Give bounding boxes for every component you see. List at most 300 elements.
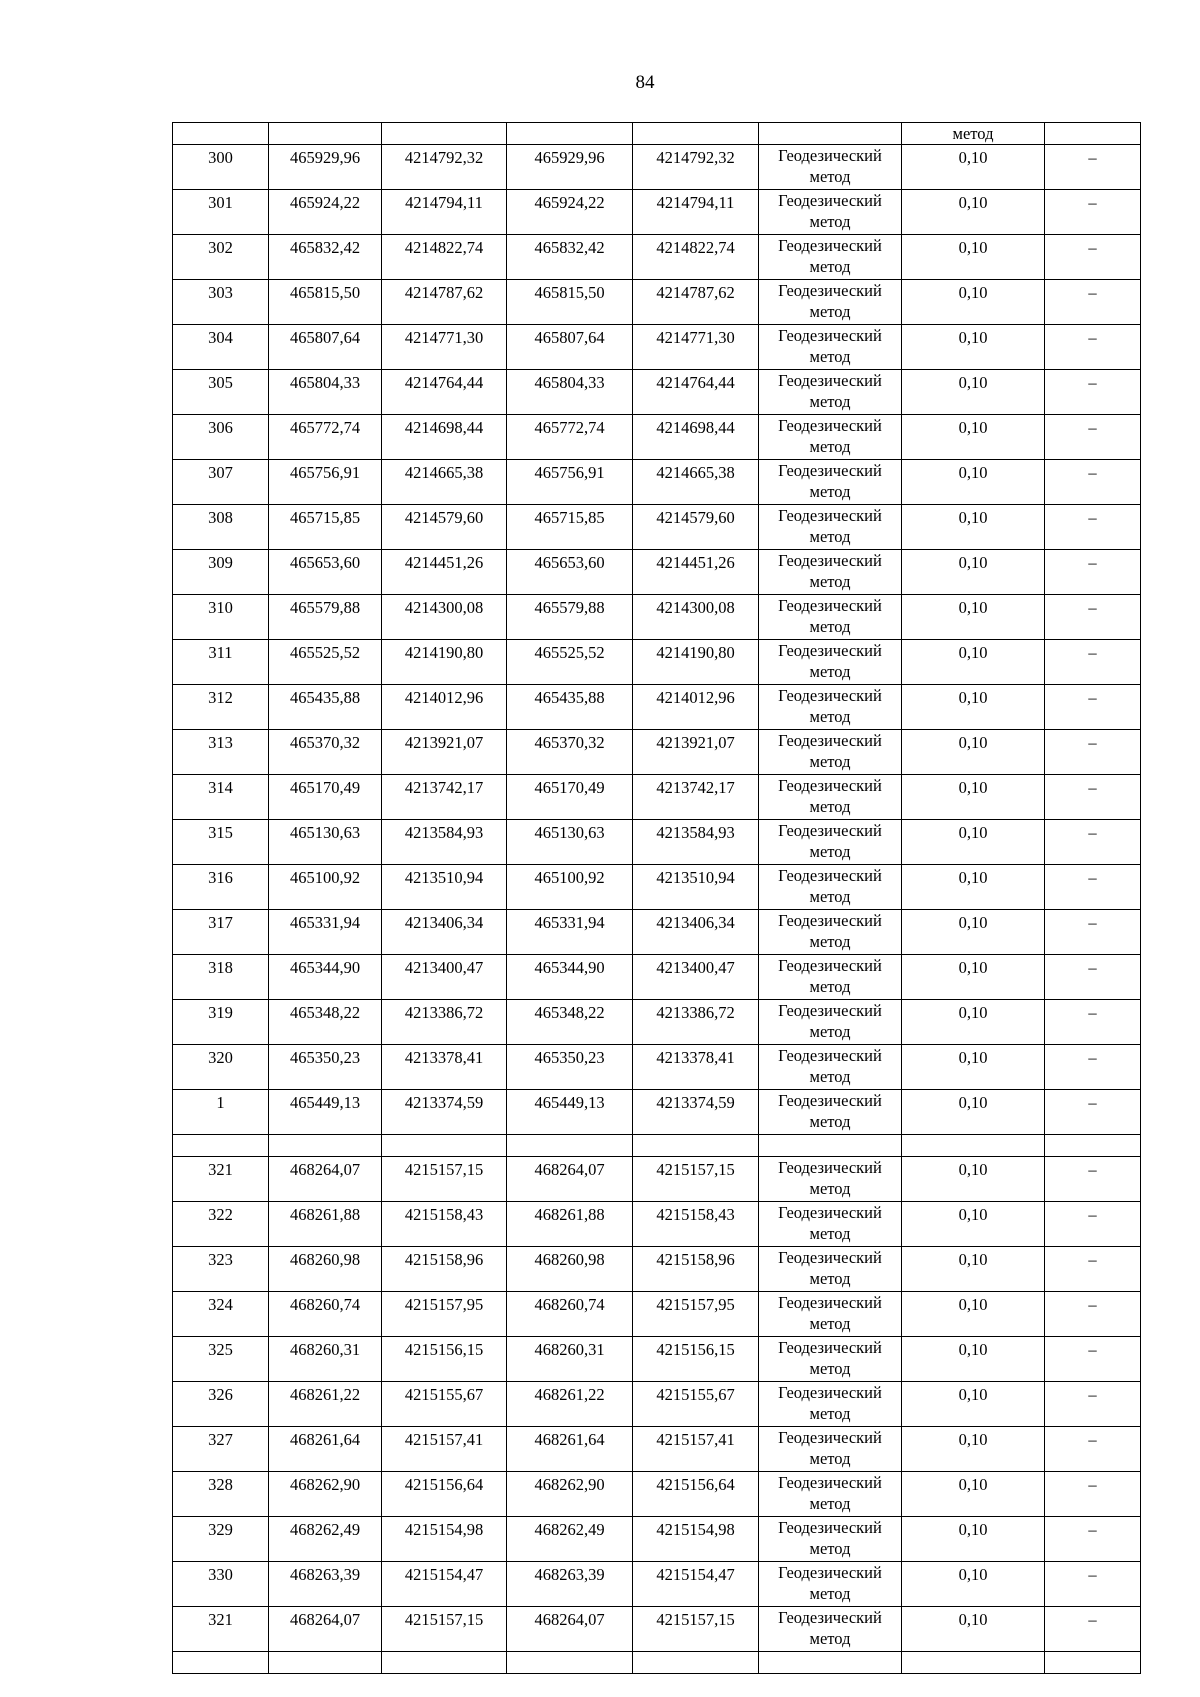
y-existing-cell: 4213921,07 xyxy=(382,730,507,775)
accuracy-cell: 0,10 xyxy=(902,1247,1045,1292)
table-row xyxy=(173,1247,1141,1292)
x-existing-cell: 465525,52 xyxy=(269,640,382,685)
method-line-1: Геодезический xyxy=(778,686,882,705)
point-number-cell: 318 xyxy=(173,955,269,1000)
y-refined-cell: 4215158,43 xyxy=(633,1202,759,1247)
accuracy-cell: 0,10 xyxy=(902,910,1045,955)
method-line-2: метод xyxy=(809,707,851,726)
x-refined-cell: 465924,22 xyxy=(507,190,633,235)
y-existing-cell: 4215156,15 xyxy=(382,1337,507,1382)
x-refined-cell: 465100,92 xyxy=(507,865,633,910)
accuracy-cell: 0,10 xyxy=(902,595,1045,640)
method-cell xyxy=(759,1247,902,1292)
y-existing-cell: 4214792,32 xyxy=(382,145,507,190)
method-line-2: метод xyxy=(809,1494,851,1513)
y-refined-cell: 4214300,08 xyxy=(633,595,759,640)
y-existing-cell: 4213742,17 xyxy=(382,775,507,820)
x-existing-cell: 465804,33 xyxy=(269,370,382,415)
method-line-2: метод xyxy=(809,1269,851,1288)
table-row xyxy=(173,1562,1141,1607)
point-number-cell: 321 xyxy=(173,1607,269,1652)
note-cell: – xyxy=(1045,1472,1141,1517)
method-line-1: Геодезический xyxy=(778,506,882,525)
method-line-2: метод xyxy=(809,1584,851,1603)
accuracy-cell: 0,10 xyxy=(902,640,1045,685)
y-refined-cell: 4214579,60 xyxy=(633,505,759,550)
method-line-1: Геодезический xyxy=(778,776,882,795)
accuracy-cell: 0,10 xyxy=(902,865,1045,910)
note-cell: – xyxy=(1045,865,1141,910)
y-existing-cell: 4215154,98 xyxy=(382,1517,507,1562)
y-existing-cell: 4213400,47 xyxy=(382,955,507,1000)
method-cell xyxy=(759,730,902,775)
note-cell: – xyxy=(1045,1517,1141,1562)
method-cell xyxy=(759,595,902,640)
note-cell: – xyxy=(1045,955,1141,1000)
y-refined-cell: 4214698,44 xyxy=(633,415,759,460)
method-cell xyxy=(759,1202,902,1247)
y-existing-cell: 4214698,44 xyxy=(382,415,507,460)
y-existing-cell: 4215157,41 xyxy=(382,1427,507,1472)
method-cell xyxy=(759,190,902,235)
method-line-1: Геодезический xyxy=(778,1248,882,1267)
y-existing-cell: 4214665,38 xyxy=(382,460,507,505)
y-existing-cell: 4215154,47 xyxy=(382,1562,507,1607)
point-number-cell: 303 xyxy=(173,280,269,325)
x-refined-cell: 468264,07 xyxy=(507,1157,633,1202)
point-number-cell: 319 xyxy=(173,1000,269,1045)
x-existing-cell: 468262,90 xyxy=(269,1472,382,1517)
method-cell xyxy=(759,550,902,595)
method-cell xyxy=(759,640,902,685)
x-existing-cell: 468261,22 xyxy=(269,1382,382,1427)
x-refined-cell: 468262,90 xyxy=(507,1472,633,1517)
empty-cell xyxy=(633,1135,759,1157)
table-row xyxy=(173,775,1141,820)
accuracy-cell: 0,10 xyxy=(902,505,1045,550)
method-line-2: метод xyxy=(809,887,851,906)
table-row xyxy=(173,415,1141,460)
x-refined-cell: 465832,42 xyxy=(507,235,633,280)
method-cell xyxy=(759,865,902,910)
method-cell xyxy=(759,1427,902,1472)
accuracy-cell: 0,10 xyxy=(902,1090,1045,1135)
method-line-1: Геодезический xyxy=(778,1473,882,1492)
method-line-1: Геодезический xyxy=(778,1158,882,1177)
table-cell xyxy=(269,123,382,145)
x-existing-cell: 465832,42 xyxy=(269,235,382,280)
point-number-cell: 314 xyxy=(173,775,269,820)
x-refined-cell: 465449,13 xyxy=(507,1090,633,1135)
point-number-cell: 305 xyxy=(173,370,269,415)
table-row xyxy=(173,145,1141,190)
y-existing-cell: 4215156,64 xyxy=(382,1472,507,1517)
method-line-2: метод xyxy=(809,977,851,996)
method-cell xyxy=(759,1562,902,1607)
point-number-cell: 307 xyxy=(173,460,269,505)
empty-cell xyxy=(633,1652,759,1674)
empty-cell xyxy=(382,1652,507,1674)
method-line-2: метод xyxy=(809,752,851,771)
empty-cell xyxy=(507,1135,633,1157)
x-refined-cell: 465525,52 xyxy=(507,640,633,685)
method-line-2: метод xyxy=(809,1449,851,1468)
method-line-2: метод xyxy=(809,1179,851,1198)
method-cell xyxy=(759,1472,902,1517)
x-refined-cell: 468261,22 xyxy=(507,1382,633,1427)
point-number-cell: 330 xyxy=(173,1562,269,1607)
x-refined-cell: 465807,64 xyxy=(507,325,633,370)
accuracy-cell: 0,10 xyxy=(902,1427,1045,1472)
coordinates-table-body xyxy=(173,123,1141,1674)
method-cell xyxy=(759,1517,902,1562)
table-row xyxy=(173,1045,1141,1090)
point-number-cell: 322 xyxy=(173,1202,269,1247)
table-row xyxy=(173,1517,1141,1562)
method-line-1: Геодезический xyxy=(778,1518,882,1537)
x-refined-cell: 468261,88 xyxy=(507,1202,633,1247)
method-cell xyxy=(759,1045,902,1090)
y-existing-cell: 4214012,96 xyxy=(382,685,507,730)
empty-cell xyxy=(269,1135,382,1157)
accuracy-cell: 0,10 xyxy=(902,550,1045,595)
x-existing-cell: 465449,13 xyxy=(269,1090,382,1135)
method-line-1: Геодезический xyxy=(778,1608,882,1627)
continuation-row xyxy=(173,123,1141,145)
y-refined-cell: 4213386,72 xyxy=(633,1000,759,1045)
method-line-2: метод xyxy=(809,1112,851,1131)
note-cell: – xyxy=(1045,145,1141,190)
point-number-cell: 326 xyxy=(173,1382,269,1427)
y-existing-cell: 4214451,26 xyxy=(382,550,507,595)
method-line-2: метод xyxy=(809,437,851,456)
note-cell: – xyxy=(1045,820,1141,865)
table-cell xyxy=(382,123,507,145)
y-existing-cell: 4213378,41 xyxy=(382,1045,507,1090)
y-refined-cell: 4213378,41 xyxy=(633,1045,759,1090)
point-number-cell: 300 xyxy=(173,145,269,190)
table-row xyxy=(173,685,1141,730)
method-cell xyxy=(759,370,902,415)
note-cell: – xyxy=(1045,730,1141,775)
x-refined-cell: 465344,90 xyxy=(507,955,633,1000)
point-number-cell: 309 xyxy=(173,550,269,595)
x-refined-cell: 468264,07 xyxy=(507,1607,633,1652)
point-number-cell: 324 xyxy=(173,1292,269,1337)
note-cell: – xyxy=(1045,640,1141,685)
x-existing-cell: 468260,98 xyxy=(269,1247,382,1292)
method-line-1: Геодезический xyxy=(778,1091,882,1110)
method-cell xyxy=(759,325,902,370)
method-line-2: метод xyxy=(809,167,851,186)
method-line-2: метод xyxy=(809,1022,851,1041)
method-line-1: Геодезический xyxy=(778,911,882,930)
y-refined-cell: 4215155,67 xyxy=(633,1382,759,1427)
method-cell xyxy=(759,505,902,550)
table-row xyxy=(173,1427,1141,1472)
table-row xyxy=(173,595,1141,640)
table-row xyxy=(173,190,1141,235)
method-line-2: метод xyxy=(809,212,851,231)
method-cell xyxy=(759,145,902,190)
x-existing-cell: 468262,49 xyxy=(269,1517,382,1562)
method-cell xyxy=(759,280,902,325)
accuracy-cell: 0,10 xyxy=(902,370,1045,415)
method-cell xyxy=(759,820,902,865)
method-line-2: метод xyxy=(809,617,851,636)
method-line-2: метод xyxy=(809,1224,851,1243)
y-existing-cell: 4215157,15 xyxy=(382,1607,507,1652)
method-line-2: метод xyxy=(809,842,851,861)
table-row xyxy=(173,1157,1141,1202)
method-line-1: Геодезический xyxy=(778,1293,882,1312)
accuracy-cell: 0,10 xyxy=(902,325,1045,370)
note-cell: – xyxy=(1045,325,1141,370)
y-refined-cell: 4215157,15 xyxy=(633,1157,759,1202)
method-line-2: метод xyxy=(809,1629,851,1648)
x-existing-cell: 465370,32 xyxy=(269,730,382,775)
empty-cell xyxy=(507,1652,633,1674)
x-refined-cell: 465130,63 xyxy=(507,820,633,865)
y-existing-cell: 4214300,08 xyxy=(382,595,507,640)
method-line-2: метод xyxy=(809,797,851,816)
method-cell xyxy=(759,955,902,1000)
x-refined-cell: 465579,88 xyxy=(507,595,633,640)
table-row xyxy=(173,1202,1141,1247)
table-row xyxy=(173,460,1141,505)
x-existing-cell: 465130,63 xyxy=(269,820,382,865)
x-existing-cell: 465756,91 xyxy=(269,460,382,505)
y-refined-cell: 4214012,96 xyxy=(633,685,759,730)
table-row xyxy=(173,640,1141,685)
method-line-1: Геодезический xyxy=(778,1338,882,1357)
table-row xyxy=(173,820,1141,865)
y-refined-cell: 4214822,74 xyxy=(633,235,759,280)
accuracy-cell: 0,10 xyxy=(902,1607,1045,1652)
note-cell: – xyxy=(1045,190,1141,235)
x-refined-cell: 465772,74 xyxy=(507,415,633,460)
method-line-1: Геодезический xyxy=(778,731,882,750)
note-cell: – xyxy=(1045,1382,1141,1427)
empty-cell xyxy=(759,1135,902,1157)
note-cell: – xyxy=(1045,1247,1141,1292)
x-refined-cell: 465756,91 xyxy=(507,460,633,505)
point-number-cell: 304 xyxy=(173,325,269,370)
x-refined-cell: 465435,88 xyxy=(507,685,633,730)
method-line-1: Геодезический xyxy=(778,1001,882,1020)
table-cell xyxy=(507,123,633,145)
coordinates-table xyxy=(172,122,1141,1674)
y-existing-cell: 4213510,94 xyxy=(382,865,507,910)
empty-cell xyxy=(173,1135,269,1157)
page-number: 84 xyxy=(635,72,655,93)
table-row xyxy=(173,505,1141,550)
y-existing-cell: 4215158,43 xyxy=(382,1202,507,1247)
note-cell: – xyxy=(1045,280,1141,325)
accuracy-cell: 0,10 xyxy=(902,685,1045,730)
x-refined-cell: 465653,60 xyxy=(507,550,633,595)
method-line-2: метод xyxy=(809,572,851,591)
accuracy-cell: 0,10 xyxy=(902,1337,1045,1382)
note-cell: – xyxy=(1045,775,1141,820)
empty-cell xyxy=(1045,1135,1141,1157)
table-row xyxy=(173,1607,1141,1652)
accuracy-cell: 0,10 xyxy=(902,145,1045,190)
y-existing-cell: 4214794,11 xyxy=(382,190,507,235)
point-number-cell: 308 xyxy=(173,505,269,550)
point-number-cell: 313 xyxy=(173,730,269,775)
y-existing-cell: 4213386,72 xyxy=(382,1000,507,1045)
x-existing-cell: 465348,22 xyxy=(269,1000,382,1045)
method-line-1: Геодезический xyxy=(778,146,882,165)
accuracy-cell: 0,10 xyxy=(902,460,1045,505)
y-refined-cell: 4213921,07 xyxy=(633,730,759,775)
x-existing-cell: 465435,88 xyxy=(269,685,382,730)
method-line-1: Геодезический xyxy=(778,191,882,210)
y-refined-cell: 4215154,98 xyxy=(633,1517,759,1562)
table-row xyxy=(173,325,1141,370)
x-existing-cell: 465100,92 xyxy=(269,865,382,910)
y-refined-cell: 4213510,94 xyxy=(633,865,759,910)
method-line-1: Геодезический xyxy=(778,461,882,480)
y-refined-cell: 4214451,26 xyxy=(633,550,759,595)
table-cell xyxy=(1045,123,1141,145)
x-refined-cell: 465715,85 xyxy=(507,505,633,550)
table-row xyxy=(173,955,1141,1000)
point-number-cell: 1 xyxy=(173,1090,269,1135)
table-row xyxy=(173,280,1141,325)
y-refined-cell: 4215157,15 xyxy=(633,1607,759,1652)
table-row xyxy=(173,235,1141,280)
table-row xyxy=(173,370,1141,415)
point-number-cell: 325 xyxy=(173,1337,269,1382)
method-line-1: Геодезический xyxy=(778,596,882,615)
x-existing-cell: 465715,85 xyxy=(269,505,382,550)
method-cell xyxy=(759,1292,902,1337)
y-existing-cell: 4214579,60 xyxy=(382,505,507,550)
point-number-cell: 321 xyxy=(173,1157,269,1202)
y-refined-cell: 4215156,64 xyxy=(633,1472,759,1517)
point-number-cell: 315 xyxy=(173,820,269,865)
note-cell: – xyxy=(1045,1337,1141,1382)
x-existing-cell: 468264,07 xyxy=(269,1157,382,1202)
note-cell: – xyxy=(1045,460,1141,505)
y-existing-cell: 4214190,80 xyxy=(382,640,507,685)
y-existing-cell: 4215157,95 xyxy=(382,1292,507,1337)
table-cell xyxy=(633,123,759,145)
x-refined-cell: 465370,32 xyxy=(507,730,633,775)
method-cell xyxy=(759,685,902,730)
empty-cell xyxy=(173,1652,269,1674)
accuracy-cell: 0,10 xyxy=(902,1292,1045,1337)
accuracy-cell: 0,10 xyxy=(902,820,1045,865)
accuracy-cell: 0,10 xyxy=(902,235,1045,280)
table-row xyxy=(173,1000,1141,1045)
accuracy-cell: 0,10 xyxy=(902,955,1045,1000)
method-line-2: метод xyxy=(809,1539,851,1558)
empty-separator-row xyxy=(173,1652,1141,1674)
y-existing-cell: 4213374,59 xyxy=(382,1090,507,1135)
point-number-cell: 328 xyxy=(173,1472,269,1517)
x-existing-cell: 465170,49 xyxy=(269,775,382,820)
accuracy-cell: 0,10 xyxy=(902,1202,1045,1247)
x-existing-cell: 465579,88 xyxy=(269,595,382,640)
empty-cell xyxy=(902,1652,1045,1674)
note-cell: – xyxy=(1045,1000,1141,1045)
method-line-1: Геодезический xyxy=(778,551,882,570)
empty-cell xyxy=(902,1135,1045,1157)
note-cell: – xyxy=(1045,685,1141,730)
method-line-1: Геодезический xyxy=(778,416,882,435)
y-refined-cell: 4214190,80 xyxy=(633,640,759,685)
y-refined-cell: 4215158,96 xyxy=(633,1247,759,1292)
x-existing-cell: 465331,94 xyxy=(269,910,382,955)
y-existing-cell: 4215155,67 xyxy=(382,1382,507,1427)
empty-cell xyxy=(759,1652,902,1674)
x-existing-cell: 465924,22 xyxy=(269,190,382,235)
note-cell: – xyxy=(1045,1090,1141,1135)
y-existing-cell: 4214787,62 xyxy=(382,280,507,325)
empty-separator-row xyxy=(173,1135,1141,1157)
table-row xyxy=(173,1090,1141,1135)
y-refined-cell: 4215154,47 xyxy=(633,1562,759,1607)
method-line-2: метод xyxy=(809,482,851,501)
x-existing-cell: 468260,31 xyxy=(269,1337,382,1382)
point-number-cell: 311 xyxy=(173,640,269,685)
y-refined-cell: 4214764,44 xyxy=(633,370,759,415)
accuracy-cell: 0,10 xyxy=(902,775,1045,820)
method-cell xyxy=(759,1000,902,1045)
method-cell xyxy=(759,460,902,505)
x-refined-cell: 465929,96 xyxy=(507,145,633,190)
point-number-cell: 320 xyxy=(173,1045,269,1090)
point-number-cell: 323 xyxy=(173,1247,269,1292)
method-line-1: Геодезический xyxy=(778,281,882,300)
accuracy-cell: 0,10 xyxy=(902,280,1045,325)
y-existing-cell: 4213406,34 xyxy=(382,910,507,955)
x-refined-cell: 468261,64 xyxy=(507,1427,633,1472)
x-existing-cell: 465772,74 xyxy=(269,415,382,460)
table-row xyxy=(173,1472,1141,1517)
continued-method-cell: метод xyxy=(902,123,1045,145)
method-cell xyxy=(759,1090,902,1135)
accuracy-cell: 0,10 xyxy=(902,1562,1045,1607)
y-refined-cell: 4214787,62 xyxy=(633,280,759,325)
method-line-1: Геодезический xyxy=(778,821,882,840)
method-line-2: метод xyxy=(809,1314,851,1333)
y-existing-cell: 4214822,74 xyxy=(382,235,507,280)
table-row xyxy=(173,1337,1141,1382)
method-line-1: Геодезический xyxy=(778,641,882,660)
point-number-cell: 301 xyxy=(173,190,269,235)
note-cell: – xyxy=(1045,1202,1141,1247)
x-refined-cell: 468263,39 xyxy=(507,1562,633,1607)
table-row xyxy=(173,1292,1141,1337)
table-cell xyxy=(173,123,269,145)
note-cell: – xyxy=(1045,595,1141,640)
x-existing-cell: 468263,39 xyxy=(269,1562,382,1607)
y-refined-cell: 4213374,59 xyxy=(633,1090,759,1135)
y-existing-cell: 4214764,44 xyxy=(382,370,507,415)
method-cell xyxy=(759,1607,902,1652)
table-row xyxy=(173,910,1141,955)
y-existing-cell: 4215158,96 xyxy=(382,1247,507,1292)
table-row xyxy=(173,865,1141,910)
x-existing-cell: 465807,64 xyxy=(269,325,382,370)
accuracy-cell: 0,10 xyxy=(902,1472,1045,1517)
y-refined-cell: 4213584,93 xyxy=(633,820,759,865)
x-refined-cell: 465804,33 xyxy=(507,370,633,415)
